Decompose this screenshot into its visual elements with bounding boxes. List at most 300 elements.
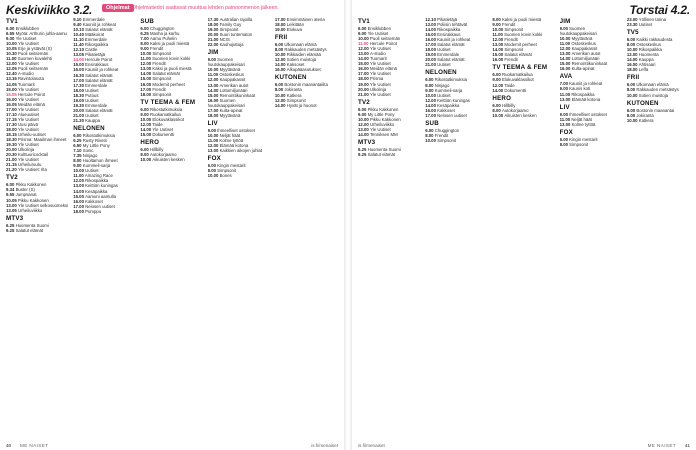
program-time: 11.00: [73, 173, 85, 179]
program-title: Kummeli-sarja: [82, 163, 111, 169]
program-title: My Little Pony: [367, 111, 395, 117]
program-time: 12.00: [140, 121, 153, 127]
channel-name: AVA: [559, 73, 573, 81]
program-title: Huomenta Suomi: [15, 222, 49, 228]
program-time: 14.00: [274, 102, 287, 108]
program-time: 22.00: [207, 42, 220, 48]
program-entry: [492, 113, 555, 118]
program-time: 10.00: [274, 92, 287, 98]
right-program-columns: [358, 17, 690, 438]
program-time: 18.00: [626, 67, 639, 73]
program-entry: [140, 157, 203, 162]
program-time: 6.25: [6, 222, 16, 228]
program-title: Rikospaikka: [437, 27, 461, 33]
program-title: Ensiklubben: [367, 26, 391, 31]
program-title: Kolme tyttöä: [219, 137, 244, 143]
program-time: 18.30: [73, 92, 86, 98]
program-title: Salatut elämät: [152, 71, 180, 77]
channel-name: FRII: [274, 34, 288, 42]
channel-name: HERO: [492, 94, 512, 102]
program-time: 10.30: [6, 51, 18, 57]
program-title: Kaksi ja puoli miestä: [149, 41, 190, 47]
channel-block: [627, 29, 690, 72]
program-title: Yle Uutiset: [15, 36, 37, 42]
program-time: 18.00: [140, 91, 153, 97]
left-page-header: [6, 3, 338, 15]
disclaimer-text: Ohjelmatiedot saattavat muuttua lehden painoonmenon jälkeen.: [132, 5, 279, 11]
program-title: Remonttikuninkaat: [571, 61, 608, 67]
program-time: 16.00: [207, 97, 220, 103]
program-time: 12.00: [6, 61, 18, 67]
program-time: 9.00: [425, 87, 435, 93]
program-time: 10.00: [358, 116, 370, 122]
program-time: 6.00: [425, 77, 435, 83]
program-title: Urheilu-uutiset: [17, 131, 46, 137]
channel-block: [492, 64, 555, 92]
program-time: 21.00: [6, 157, 18, 163]
program-title: Jokiranta: [284, 87, 302, 93]
program-title: Neljät häät: [571, 116, 592, 122]
program-time: 12.40: [6, 71, 18, 77]
program-title: Katkera: [286, 92, 302, 98]
right-magazine-url[interactable]: is.fi/menaiset: [358, 443, 385, 448]
program-time: 9.25: [358, 151, 368, 157]
program-title: Salatut elämät: [15, 227, 44, 233]
channel-block: [560, 129, 623, 147]
program-title: Hillbilly: [149, 146, 164, 152]
program-title: Kauhujuttuja: [219, 42, 244, 48]
program-title: Leikitään: [286, 22, 304, 28]
program-time: 9.34: [6, 187, 16, 193]
program-title: Uutiset: [437, 47, 451, 53]
program-column: [275, 17, 338, 438]
program-title: Simpsonit: [152, 91, 172, 97]
program-time: 12.10: [73, 47, 86, 53]
program-time: 12.00: [73, 178, 86, 184]
program-title: Kaksi ja puoli miestä: [152, 66, 192, 72]
program-time: 17.00: [140, 86, 153, 92]
program-column: [425, 17, 488, 438]
program-time: 11.10: [73, 37, 85, 43]
program-time: 10.00: [140, 157, 153, 163]
program-title: Kakkoset: [437, 107, 455, 113]
channel-block: [208, 155, 271, 178]
program-title: Ostoskeskus: [219, 72, 244, 78]
program-title: Salatut elämät: [85, 77, 113, 83]
program-time: 21.00: [73, 112, 86, 118]
program-time: 9.10: [73, 17, 83, 22]
channel-block: [208, 49, 271, 118]
program-title: Urheiluviikko: [17, 207, 43, 213]
program-title: Yle Uutiset: [369, 46, 391, 52]
channel-block: [140, 139, 203, 162]
program-title: Suuri tuntematon: [219, 32, 253, 38]
program-title: Hercule Poirot: [17, 91, 46, 97]
program-title: Kesäpaikka: [437, 102, 460, 108]
program-title: Yle Uutiset: [367, 31, 389, 37]
program-title: Yle Uutiset: [152, 126, 174, 132]
channel-name: LIV: [207, 119, 218, 127]
program-time: 20.30: [6, 152, 18, 158]
program-time: 8.00: [559, 141, 570, 147]
program-title: Leffa: [638, 67, 649, 73]
program-title: Ihmeelliset ostokset: [569, 111, 607, 117]
program-entry: [627, 93, 690, 98]
program-time: 10.00: [425, 92, 438, 98]
program-time: 6.00: [626, 37, 637, 43]
program-entry: [425, 62, 488, 67]
program-title: Pikku Kakkonen: [369, 116, 401, 122]
program-title: Uutiset: [437, 62, 451, 68]
channel-block: [275, 17, 338, 32]
program-title: Elokuvaklassikot: [152, 116, 185, 122]
channel-name: KUTONEN: [626, 99, 659, 107]
channel-block: [358, 139, 421, 157]
program-time: 6.00: [140, 26, 150, 31]
program-title: Salatut elämät: [437, 57, 465, 63]
channel-name: JIM: [207, 49, 219, 57]
program-time: 23.00: [626, 17, 639, 22]
program-title: Tuomarit: [17, 81, 35, 87]
program-title: Ulkomaan elämä: [636, 82, 669, 88]
program-title: Hillbilly: [501, 102, 516, 108]
program-title: Kaunis koti: [569, 86, 591, 92]
program-title: Ahtisaari: [638, 62, 656, 68]
program-time: 9.55: [6, 192, 16, 198]
channel-block: [627, 74, 690, 97]
program-title: Simpsonit: [152, 76, 172, 82]
program-time: 17.00: [73, 77, 86, 83]
program-title: Yle Uutiset: [369, 81, 391, 87]
right-page-number: 41: [684, 443, 690, 448]
program-title: Uutiset: [85, 168, 99, 174]
program-title: Myytävänä: [571, 36, 593, 42]
program-time: 18.00: [207, 22, 220, 28]
program-title: Rikospaikka: [85, 178, 109, 184]
program-time: 8.00: [626, 42, 637, 48]
program-time: 10.00: [140, 116, 153, 122]
program-time: 6.00: [140, 106, 150, 112]
program-time: 17.30: [6, 121, 18, 127]
program-entry: [358, 132, 421, 137]
program-time: 9.40: [73, 22, 83, 28]
program-time: 17.00: [274, 17, 287, 22]
program-title: Neljät häät: [219, 132, 241, 138]
program-title: Buster (S): [15, 187, 35, 193]
program-time: 21.00: [207, 37, 220, 43]
program-time: 16.00: [425, 37, 438, 43]
program-title: Chuggington: [149, 26, 175, 31]
program-title: Emmerdale: [437, 52, 460, 58]
program-title: Salatut elämät: [85, 72, 113, 78]
program-time: 10.00: [207, 67, 220, 73]
program-time: 6.00: [358, 26, 368, 31]
program-title: Elokuva: [286, 27, 303, 33]
program-time: 9.00: [559, 111, 570, 117]
program-time: 12.10: [425, 17, 438, 22]
program-time: 18.00: [73, 208, 86, 214]
program-title: Bones: [219, 173, 232, 179]
program-title: Uutiset: [85, 87, 99, 93]
channel-name: TV1: [6, 18, 18, 25]
program-column: [208, 17, 271, 438]
program-title: Suomen kuvalehti: [17, 56, 52, 62]
program-title: Kulttuuricocktail: [17, 152, 49, 158]
channel-name: FOX: [207, 155, 221, 163]
channel-name: LIV: [559, 103, 570, 111]
program-time: 19.00: [73, 97, 86, 103]
program-time: 14.00: [626, 57, 639, 63]
program-time: 16.00: [559, 66, 572, 72]
program-time: 6.00: [6, 26, 16, 31]
program-time: 14.00: [73, 188, 86, 194]
program-time: 9.00: [6, 36, 16, 42]
program-title: Aamu Puhelin: [149, 36, 177, 42]
channel-name: TV2: [358, 98, 370, 106]
channel-block: [208, 17, 271, 47]
program-title: Huoltamon ihmeet: [82, 158, 118, 164]
program-title: Uutiset: [437, 92, 451, 98]
program-entry: [425, 138, 488, 143]
left-day-title: Keskiviikko 3.2.: [6, 3, 93, 17]
program-title: Pikatietäjä: [437, 17, 457, 22]
program-title: Ihmeelliset ostokset: [217, 127, 255, 133]
program-time: 6.25: [140, 31, 150, 37]
program-title: Ninjago: [434, 82, 450, 88]
program-time: 18.15: [6, 131, 18, 137]
program-entry: [627, 118, 690, 123]
program-entry: [358, 92, 421, 97]
program-time: 21.00: [358, 91, 370, 97]
channel-block: [73, 125, 136, 214]
program-time: 16.00: [6, 96, 18, 102]
program-time: 19.00: [358, 81, 370, 87]
program-title: Erje ja ystävät (S): [17, 46, 52, 52]
program-title: Rakkauden metsästys: [284, 47, 327, 53]
program-title: Amerikan autot: [219, 82, 249, 88]
program-time: 19.30: [6, 142, 18, 148]
program-time: 10.00: [626, 47, 639, 53]
program-entry: [140, 92, 203, 97]
program-title: Kulta-apinat: [219, 107, 243, 113]
program-time: 7.35: [73, 153, 83, 159]
program-time: 13.00: [358, 126, 370, 132]
program-title: Ensirakkaus: [85, 62, 109, 68]
program-title: Prisma: [369, 76, 384, 82]
channel-name: TV TEEMA & FEM: [492, 64, 548, 72]
program-time: 9.00: [492, 77, 502, 83]
program-title: Elokuvaklassikot: [501, 77, 534, 83]
program-time: 14.05: [6, 81, 18, 87]
program-title: Aikuisten kesken: [504, 112, 537, 118]
program-title: Kaksi ja puoli miestä: [501, 17, 542, 22]
program-time: 14.00: [425, 27, 438, 33]
program-title: Alueuutiset: [17, 111, 40, 117]
program-title: Simpsonit: [217, 168, 237, 174]
program-time: 19.00: [207, 27, 220, 33]
program-time: 14.00: [73, 57, 86, 63]
channel-block: [275, 34, 338, 72]
program-time: 10.00: [6, 41, 18, 47]
program-time: 12.00: [358, 121, 370, 127]
program-title: Rikostutkimuksia: [82, 132, 116, 138]
program-time: 9.00: [492, 22, 502, 28]
channel-name: SUB: [140, 18, 155, 25]
program-time: 11.00: [358, 41, 370, 47]
program-time: 10.00: [626, 117, 639, 123]
program-title: Taide: [152, 121, 163, 127]
program-time: 7.00: [140, 36, 150, 42]
program-title: Määkoirat: [85, 32, 105, 38]
program-title: Puoli seitsemän: [369, 36, 401, 42]
program-title: Bostonin maanantaiilta: [284, 82, 328, 88]
program-badge: Ohjelmat: [102, 4, 134, 12]
program-entry: [492, 88, 555, 93]
program-title: Ensimmäinen ateria: [286, 17, 325, 22]
program-title: Kauppa: [638, 57, 654, 63]
program-time: 17.15: [6, 116, 18, 122]
program-title: Family Guy: [219, 22, 242, 28]
program-time: 8.00: [140, 41, 150, 47]
program-title: Simpsonit: [504, 47, 524, 53]
program-time: 10.40: [73, 32, 86, 38]
program-time: 14.00: [492, 47, 505, 53]
channel-block: [358, 99, 421, 137]
program-title: Kulta-apinat: [571, 66, 595, 72]
program-title: Yle Uutiset: [17, 116, 39, 122]
program-time: 15.00: [559, 61, 572, 67]
program-time: 9.00: [207, 127, 218, 133]
program-title: Emmerdale: [82, 17, 105, 22]
program-title: Simpsonit: [437, 137, 457, 143]
program-time: 12.00: [140, 61, 153, 67]
program-title: Yöllinen tarina: [638, 17, 666, 22]
program-title: Aikuisten kesken: [152, 157, 185, 163]
program-title: Yle Uutiset: [17, 157, 39, 163]
left-magazine-url[interactable]: is.fi/menaiset: [311, 443, 338, 448]
program-title: Keittiön kuningas: [85, 183, 118, 189]
program-time: 15.00: [140, 76, 153, 82]
program-title: Emmerdale: [85, 102, 108, 108]
program-time: 21.30: [73, 117, 86, 123]
program-title: Pumppu: [85, 208, 102, 214]
program-column: [73, 17, 136, 438]
program-title: Modernit perheet: [504, 42, 537, 48]
program-time: 9.00: [559, 86, 570, 92]
program-time: 6.00: [6, 182, 16, 188]
program-time: 6.00: [559, 136, 570, 142]
channel-block: [140, 99, 203, 137]
program-time: 8.00: [492, 107, 502, 113]
program-title: Ulkolinja: [369, 86, 387, 92]
program-entry: [73, 209, 136, 214]
program-time: 20.00: [358, 86, 370, 92]
program-time: 10.00: [140, 51, 153, 57]
program-title: A-studio: [369, 51, 386, 57]
right-page-footer: [358, 440, 690, 448]
program-time: 10.05: [6, 46, 18, 52]
program-time: 20.00: [207, 32, 220, 38]
program-time: 16.00: [358, 66, 370, 72]
program-time: 8.00: [626, 87, 637, 93]
program-title: Rikostutkimuksia: [434, 77, 468, 83]
program-time: 10.00: [492, 27, 505, 33]
program-time: 8.00: [425, 132, 435, 138]
program-title: My Little Pony: [82, 143, 110, 149]
right-magazine-name: ME NAISET: [647, 443, 676, 448]
program-title: Keittiön kuningas: [437, 97, 470, 103]
program-entry: [208, 42, 271, 47]
program-entry: [560, 142, 623, 147]
program-time: 12.00: [207, 77, 220, 83]
program-time: 13.00: [140, 66, 153, 72]
program-time: 10.00: [207, 132, 220, 138]
channel-name: NELONEN: [73, 124, 105, 132]
program-title: Hercule Poirot: [85, 57, 113, 63]
program-title: Frendit: [152, 61, 166, 67]
left-page-footer: [6, 440, 338, 448]
program-time: 8.00: [274, 47, 285, 53]
channel-block: [627, 100, 690, 123]
program-title: Lottomiljonääri: [219, 87, 248, 93]
program-title: Kingin mestarit: [569, 136, 598, 142]
program-title: Frendit: [149, 46, 164, 52]
program-time: 16.00: [73, 67, 86, 73]
program-time: 12.00: [492, 37, 505, 43]
program-title: Remonttikuninkaat: [219, 92, 256, 98]
program-time: 6.00: [274, 42, 285, 48]
program-time: 17.00: [425, 112, 438, 118]
left-page-number: 40: [6, 443, 12, 448]
program-title: Ulkomaan elämä: [284, 42, 317, 48]
program-time: 14.00: [358, 131, 370, 137]
channel-block: [492, 95, 555, 118]
program-title: Simpsonit: [569, 141, 589, 147]
program-title: Kaikki rakkaudesta: [636, 37, 673, 43]
program-title: Frendit: [152, 86, 166, 92]
channel-name: NELONEN: [425, 69, 457, 77]
program-time: 11.00: [207, 72, 220, 78]
program-title: Rusty Rivets: [82, 138, 107, 144]
program-time: 6.00: [626, 82, 637, 88]
program-title: Yle Uutiset: [17, 106, 39, 112]
program-time: 19.30: [73, 102, 86, 108]
program-title: Rikkaiden elämää: [286, 52, 321, 58]
program-time: 7.00: [559, 81, 570, 87]
program-title: Alkupääasutukset: [286, 67, 321, 73]
program-entry: [627, 67, 690, 72]
program-title: Hercule Poirot: [369, 41, 397, 47]
program-title: Yle Uutiset: [17, 126, 39, 132]
program-time: 6.25: [358, 146, 368, 152]
program-title: Emmerdale: [84, 37, 107, 43]
program-time: 12.00: [274, 97, 287, 103]
program-time: 20.00: [6, 147, 18, 153]
program-time: 6.00: [73, 132, 83, 138]
left-page: [0, 0, 344, 450]
program-title: Ostoskeskus: [571, 41, 596, 47]
program-time: 21.00: [425, 62, 438, 68]
program-time: 17.30: [207, 17, 220, 22]
program-entry: [560, 26, 623, 36]
program-title: Frendit: [501, 22, 516, 28]
program-title: Salatut elämät: [504, 52, 532, 58]
program-time: 17.00: [73, 203, 86, 209]
program-time: 16.05: [6, 101, 18, 107]
program-title: Rikospaikka: [638, 47, 662, 53]
program-time: 16.30: [73, 72, 86, 78]
program-time: 18.00: [425, 47, 438, 53]
